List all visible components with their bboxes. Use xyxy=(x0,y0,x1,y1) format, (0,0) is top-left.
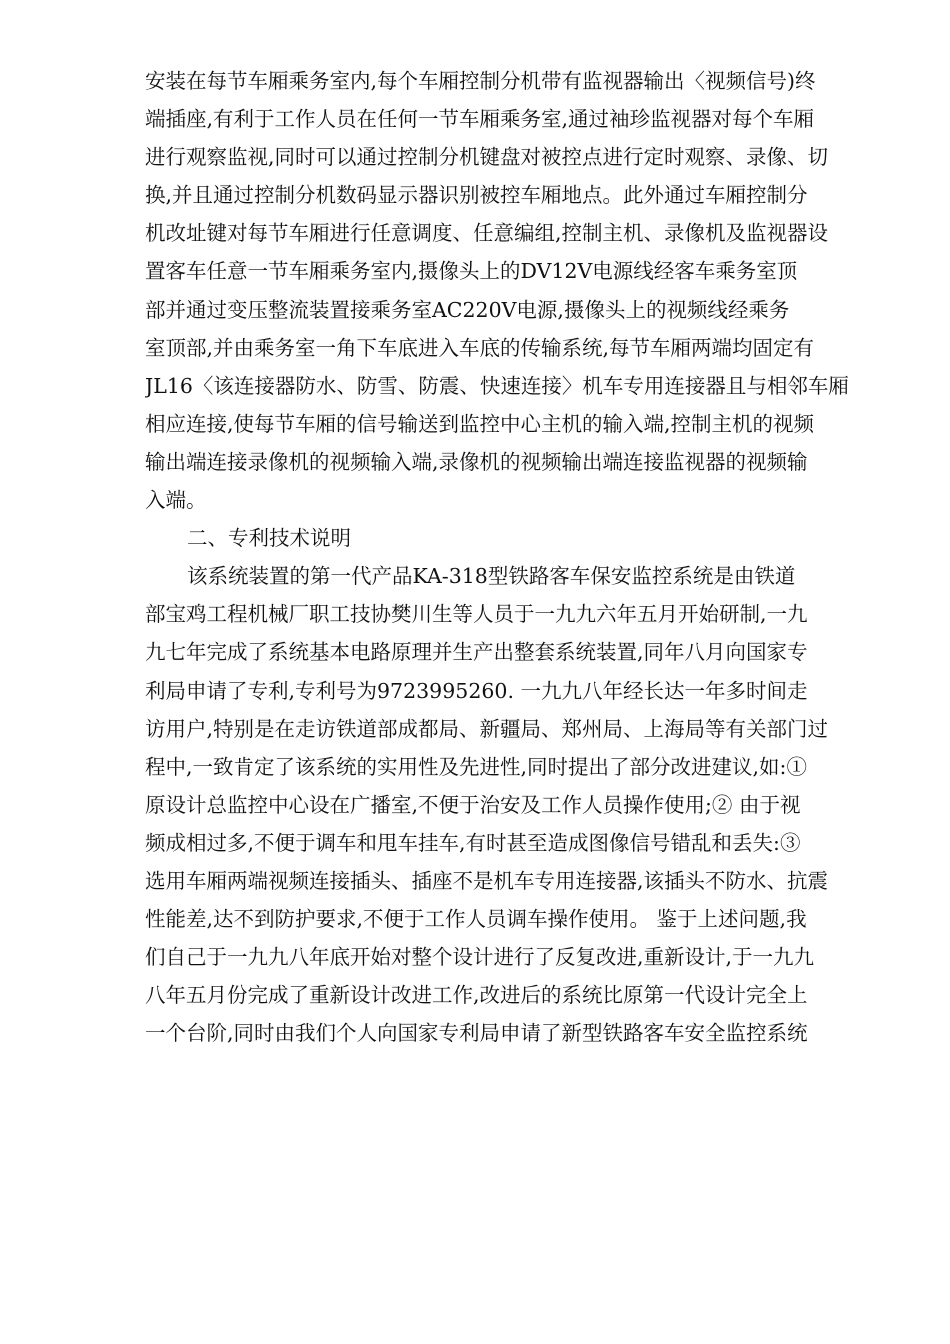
text-line: 性能差,达不到防护要求,不便于工作人员调车操作使用。 鉴于上述问题,我 xyxy=(145,907,807,932)
text-line: 置客车任意一节车厢乘务室内,摄像头上的DV12V电源线经客车乘务室顶 xyxy=(145,259,798,284)
section-heading: 二、专利技术说明 xyxy=(187,526,351,551)
text-line: 进行观察监视,同时可以通过控制分机键盘对被控点进行定时观察、录像、切 xyxy=(145,145,829,170)
text-line: 部宝鸡工程机械厂职工技协樊川生等人员于一九九六年五月开始研制,一九 xyxy=(145,602,808,627)
text-line: 室顶部,并由乘务室一角下车底进入车底的传输系统,每节车厢两端均固定有 xyxy=(145,335,815,360)
text-line: JL16〈该连接器防水、防雪、防震、快速连接〉机车专用连接器且与相邻车厢 xyxy=(145,373,849,398)
text-line: 九七年完成了系统基本电路原理并生产出整套系统装置,同年八月向国家专 xyxy=(145,640,808,665)
text-line: 入端。 xyxy=(145,488,207,513)
document-body xyxy=(145,62,885,1052)
text-line: 机改址键对每节车厢进行任意调度、任意编组,控制主机、录像机及监视器设 xyxy=(145,221,829,246)
text-line: 输出端连接录像机的视频输入端,录像机的视频输出端连接监视器的视频输 xyxy=(145,449,808,474)
text-line: 们自己于一九九八年底开始对整个设计进行了反复改进,重新设计,于一九九 xyxy=(145,945,815,970)
text-line: 安装在每节车厢乘务室内,每个车厢控制分机带有监视器输出〈视频信号)终 xyxy=(145,69,816,93)
text-line: 利局申请了专利,专利号为9723995260. 一九九八年经长达一年多时间走 xyxy=(145,678,808,703)
text-line: 端插座,有利于工作人员在任何一节车厢乘务室,通过袖珍监视器对每个车厢 xyxy=(145,107,815,132)
paragraph-system-description xyxy=(145,62,885,519)
text-line: 该系统装置的第一代产品KA-318型铁路客车保安监控系统是由铁道 xyxy=(187,564,796,589)
text-line: 原设计总监控中心设在广播室,不便于治安及工作人员操作使用;② 由于视 xyxy=(145,792,801,817)
text-line: 访用户,特别是在走访铁道部成都局、新疆局、郑州局、上海局等有关部门过 xyxy=(145,716,829,741)
text-line: 一个台阶,同时由我们个人向国家专利局申请了新型铁路客车安全监控系统 xyxy=(145,1021,808,1046)
text-line: 选用车厢两端视频连接插头、插座不是机车专用连接器,该插头不防水、抗震 xyxy=(145,868,829,893)
text-line: 部并通过变压整流装置接乘务室AC220V电源,摄像头上的视频线经乘务 xyxy=(145,297,790,322)
text-line: 程中,一致肯定了该系统的实用性及先进性,同时提出了部分改进建议,如:① xyxy=(145,754,807,779)
paragraph-patent-description xyxy=(145,557,885,1052)
text-line: 八年五月份完成了重新设计改进工作,改进后的系统比原第一代设计完全上 xyxy=(145,983,808,1008)
text-line: 换,并且通过控制分机数码显示器识别被控车厢地点。此外通过车厢控制分 xyxy=(145,183,808,208)
text-line: 频成相过多,不便于调车和甩车挂车,有时甚至造成图像信号错乱和丢失:③ xyxy=(145,830,801,855)
text-line: 相应连接,使每节车厢的信号输送到监控中心主机的输入端,控制主机的视频 xyxy=(145,411,815,436)
